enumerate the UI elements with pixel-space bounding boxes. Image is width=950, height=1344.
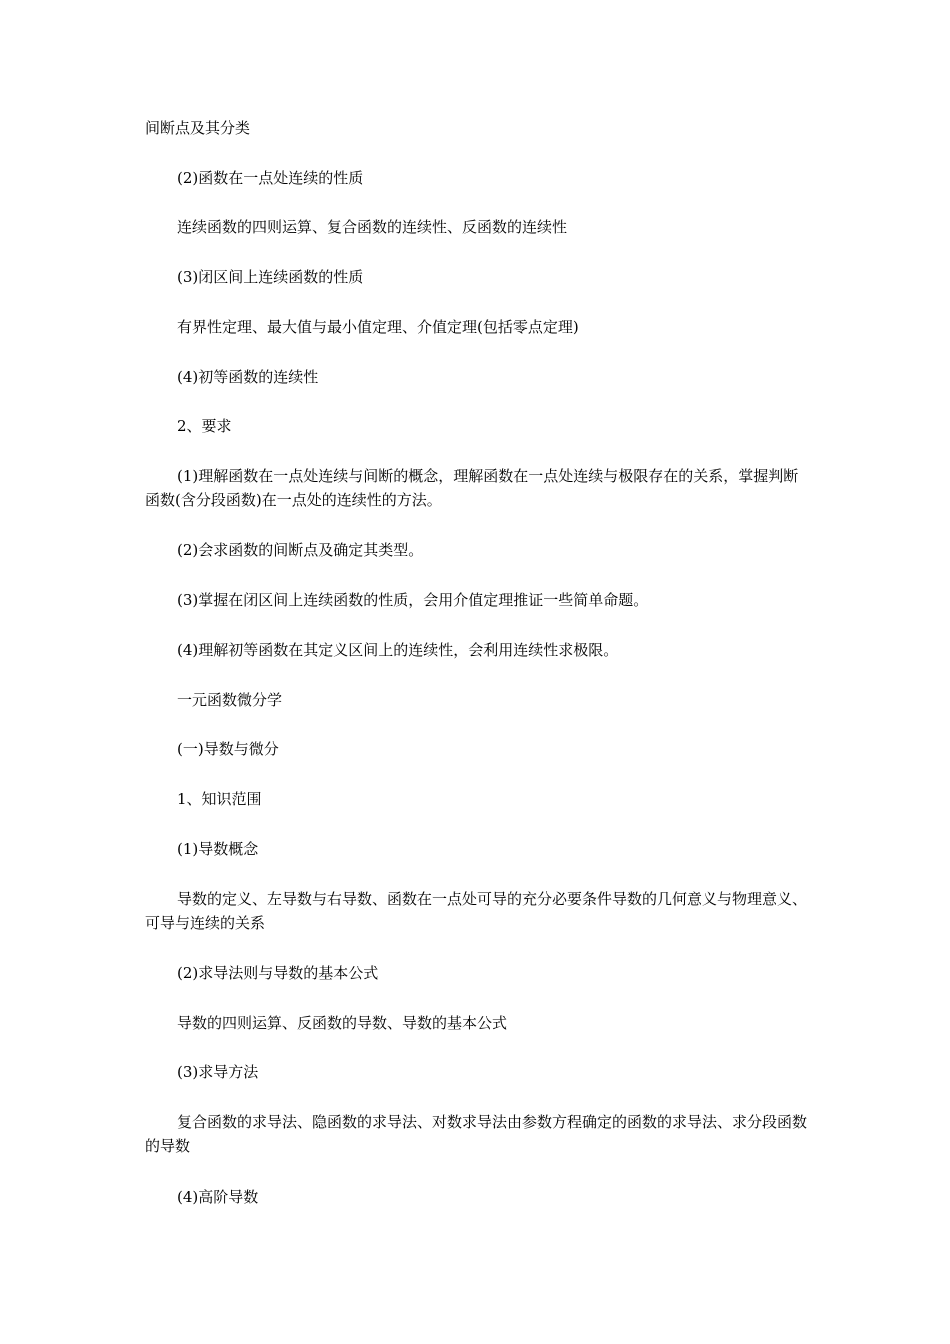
paragraph: 导数的四则运算、反函数的导数、导数的基本公式 [177, 1014, 508, 1032]
paragraph: 间断点及其分类 [145, 119, 251, 137]
paragraph: (1)导数概念 [177, 840, 259, 858]
paragraph: 1、知识范围 [177, 790, 262, 808]
paragraph: (4)理解初等函数在其定义区间上的连续性，会利用连续性求极限。 [177, 641, 619, 659]
paragraph: 有界性定理、最大值与最小值定理、介值定理(包括零点定理) [177, 318, 579, 336]
paragraph: 导数的定义、左导数与右导数、函数在一点处可导的充分必要条件导数的几何意义与物理意义、可导与连续的关系 [145, 890, 808, 932]
paragraph: (3)求导方法 [177, 1063, 259, 1081]
paragraph: (3)掌握在闭区间上连续函数的性质，会用介值定理推证一些简单命题。 [177, 591, 649, 609]
paragraph: (4)高阶导数 [177, 1188, 259, 1206]
paragraph: (2)函数在一点处连续的性质 [177, 169, 364, 187]
paragraph: 一元函数微分学 [177, 691, 283, 709]
paragraph: (4)初等函数的连续性 [177, 368, 319, 386]
paragraph: (一)导数与微分 [177, 740, 279, 758]
paragraph: 连续函数的四则运算、复合函数的连续性、反函数的连续性 [177, 218, 568, 236]
paragraph: (2)求导法则与导数的基本公式 [177, 964, 379, 982]
paragraph: (1)理解函数在一点处连续与间断的概念，理解函数在一点处连续与极限存在的关系，掌握判断函数(含分段函数)在一点处的连续性的方法。 [145, 467, 799, 509]
paragraph: (2)会求函数的间断点及确定其类型。 [177, 541, 424, 559]
paragraph: 复合函数的求导法、隐函数的求导法、对数求导法由参数方程确定的函数的求导法、求分段函数的导数 [145, 1113, 808, 1155]
paragraph: (3)闭区间上连续函数的性质 [177, 268, 364, 286]
paragraph: 2、要求 [177, 417, 232, 435]
